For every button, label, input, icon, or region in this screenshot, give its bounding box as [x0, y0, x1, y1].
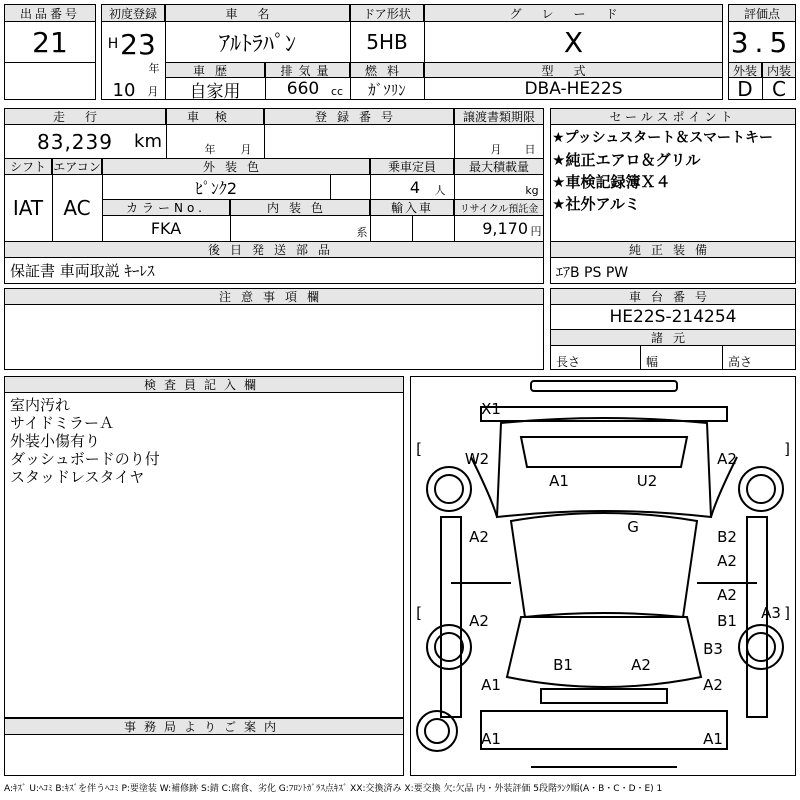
door-label: ドア形状	[350, 4, 424, 22]
history-label: 車歴	[165, 62, 265, 78]
selling-point: ★純正エアロ＆グリル	[552, 151, 701, 169]
legend: A:ｷｽﾞ U:ﾍｺﾐ B:ｷｽﾞを伴うﾍｺﾐ P:要塗装 W:補修跡 S:錆 C:腐食、劣化 G:ﾌﾛﾝﾄｶﾞﾗｽ点ｷｽﾞ XX:交換済み X:要交換 欠:欠品 内・外装評価 5段階ﾗﾝｸ順(A・B・C・D・E) 1	[4, 784, 663, 794]
reg-month: 10	[112, 79, 136, 101]
shift: IAT	[12, 196, 44, 220]
mileage-unit: km	[134, 131, 162, 152]
notes-label: 注意事項欄	[4, 288, 544, 305]
first-reg-label: 初度登録	[101, 4, 165, 22]
era: H	[107, 36, 119, 52]
bracket-left-front: [	[416, 440, 422, 458]
year-unit: 年	[148, 62, 160, 75]
damage-mark: U2	[636, 472, 658, 490]
car-name: ｱﾙﾄﾗﾊﾟﾝ	[218, 31, 296, 57]
door-type: 5HB	[366, 30, 408, 54]
damage-mark: A3	[761, 604, 781, 622]
inspector-note: 室内汚れ	[10, 396, 71, 414]
fuel: ｶﾞｿﾘﾝ	[368, 80, 406, 99]
recycle-label: リサイクル預託金	[454, 199, 544, 216]
ext-label: 外装	[728, 62, 762, 78]
month-unit: 月	[147, 85, 159, 98]
displacement: 660	[286, 79, 320, 99]
grade-label: グレード	[424, 4, 723, 22]
load-label: 最大積載量	[454, 158, 544, 175]
damage-mark: G	[627, 518, 639, 536]
damage-mark: A2	[703, 676, 723, 694]
damage-mark: A2	[717, 450, 737, 468]
ac-label: エアコン	[53, 160, 101, 174]
chassis-label: 車台番号	[550, 288, 796, 305]
spec-height: 高さ	[728, 355, 753, 369]
car-name-label: 車名	[165, 4, 350, 22]
ext-grade: D	[737, 77, 753, 101]
score-label: 評価点	[728, 4, 796, 22]
damage-mark: B3	[703, 640, 723, 658]
inspection-label: 車検	[166, 108, 264, 125]
car-outline-icon	[411, 377, 797, 777]
fuel-label: 燃料	[350, 62, 424, 78]
inspector-note: ダッシュボードのり付	[10, 450, 160, 468]
office-label: 事務局よりご案内	[4, 718, 404, 735]
insp-month-unit: 月	[240, 143, 252, 156]
color-label: 外装色	[102, 158, 370, 175]
inspector-note: スタッドレスタイヤ	[10, 468, 145, 486]
transfer-month-unit: 月	[490, 143, 502, 156]
load-unit: kg	[525, 183, 539, 197]
int-color-suffix: 系	[356, 225, 368, 239]
grade: X	[563, 25, 584, 59]
selling-point: ★車検記録簿Ｘ４	[552, 173, 671, 191]
bracket-right-rear: ]	[784, 604, 790, 622]
mileage: 83,239	[37, 129, 113, 154]
int-grade: C	[772, 77, 786, 101]
mileage-label: 走行	[4, 108, 166, 125]
transfer-day-unit: 日	[524, 143, 536, 156]
inspector-note: サイドミラーＡ	[10, 414, 114, 432]
chassis-no: HE22S-214254	[609, 307, 737, 327]
later-parts: 保証書 車両取説 ｷｰﾚｽ	[10, 262, 155, 280]
displacement-label: 排気量	[265, 62, 350, 78]
import-label: 輸入車	[370, 199, 454, 216]
recycle-fee: 9,170	[482, 219, 528, 238]
damage-mark: A2	[631, 656, 651, 674]
damage-mark: A2	[717, 552, 737, 570]
capacity-label: 乗車定員	[370, 158, 454, 175]
capacity: 4	[409, 177, 421, 197]
transfer-label: 譲渡書類期限	[454, 108, 544, 125]
color-no: FKA	[150, 219, 182, 238]
color-no-label: カラーNo.	[102, 199, 230, 216]
damage-mark: W2	[464, 450, 490, 468]
int-color-label: 内装色	[230, 199, 370, 216]
color: ﾋﾟﾝｸ2	[194, 178, 238, 198]
spec-width: 幅	[646, 355, 659, 369]
capacity-unit: 人	[434, 183, 446, 197]
bracket-right-front: ]	[784, 440, 790, 458]
selling-points-label: セールスポイント	[550, 108, 796, 125]
model-code: DBA-HE22S	[524, 79, 623, 99]
damage-mark: A1	[481, 730, 501, 748]
damage-mark: X1	[481, 400, 501, 418]
reg-no-label: 登録番号	[264, 108, 454, 125]
damage-mark: A1	[703, 730, 723, 748]
equipment: ｴｱB PS PW	[556, 265, 629, 281]
inspector-notes	[10, 396, 160, 486]
damage-mark: A2	[717, 586, 737, 604]
later-parts-label: 後日発送部品	[4, 241, 544, 258]
shift-label: シフト	[4, 158, 52, 175]
damage-mark: B1	[553, 656, 573, 674]
insp-year-unit: 年	[204, 143, 216, 156]
inspector-note: 外装小傷有り	[10, 432, 101, 450]
selling-point: ★プッシュスタート＆スマートキー	[552, 130, 774, 146]
lot-number: 21	[32, 25, 68, 59]
bracket-left-rear: [	[416, 604, 422, 622]
damage-mark: A2	[469, 612, 489, 630]
ac: AC	[63, 196, 91, 220]
int-label: 内装	[762, 62, 796, 78]
history: 自家用	[189, 81, 241, 102]
score: 3.5	[730, 25, 794, 59]
inspector-label: 検査員記入欄	[4, 376, 404, 393]
damage-mark: B1	[717, 612, 737, 630]
recycle-unit: 円	[530, 224, 542, 238]
damage-mark: A2	[469, 528, 489, 546]
lot-number-label: 出品番号	[4, 4, 96, 22]
damage-diagram	[410, 376, 796, 776]
displacement-unit: cc	[330, 84, 344, 98]
selling-point: ★社外アルミ	[552, 195, 640, 213]
specs-label: 諸元	[550, 329, 796, 346]
damage-mark: A1	[481, 676, 501, 694]
selling-points-list	[552, 127, 796, 215]
damage-mark: B2	[717, 528, 737, 546]
model-label: 型式	[424, 62, 723, 78]
damage-mark: A1	[549, 472, 569, 490]
equipment-label: 純正装備	[550, 241, 796, 258]
reg-year: 23	[120, 27, 156, 61]
spec-length: 長さ	[556, 355, 581, 369]
